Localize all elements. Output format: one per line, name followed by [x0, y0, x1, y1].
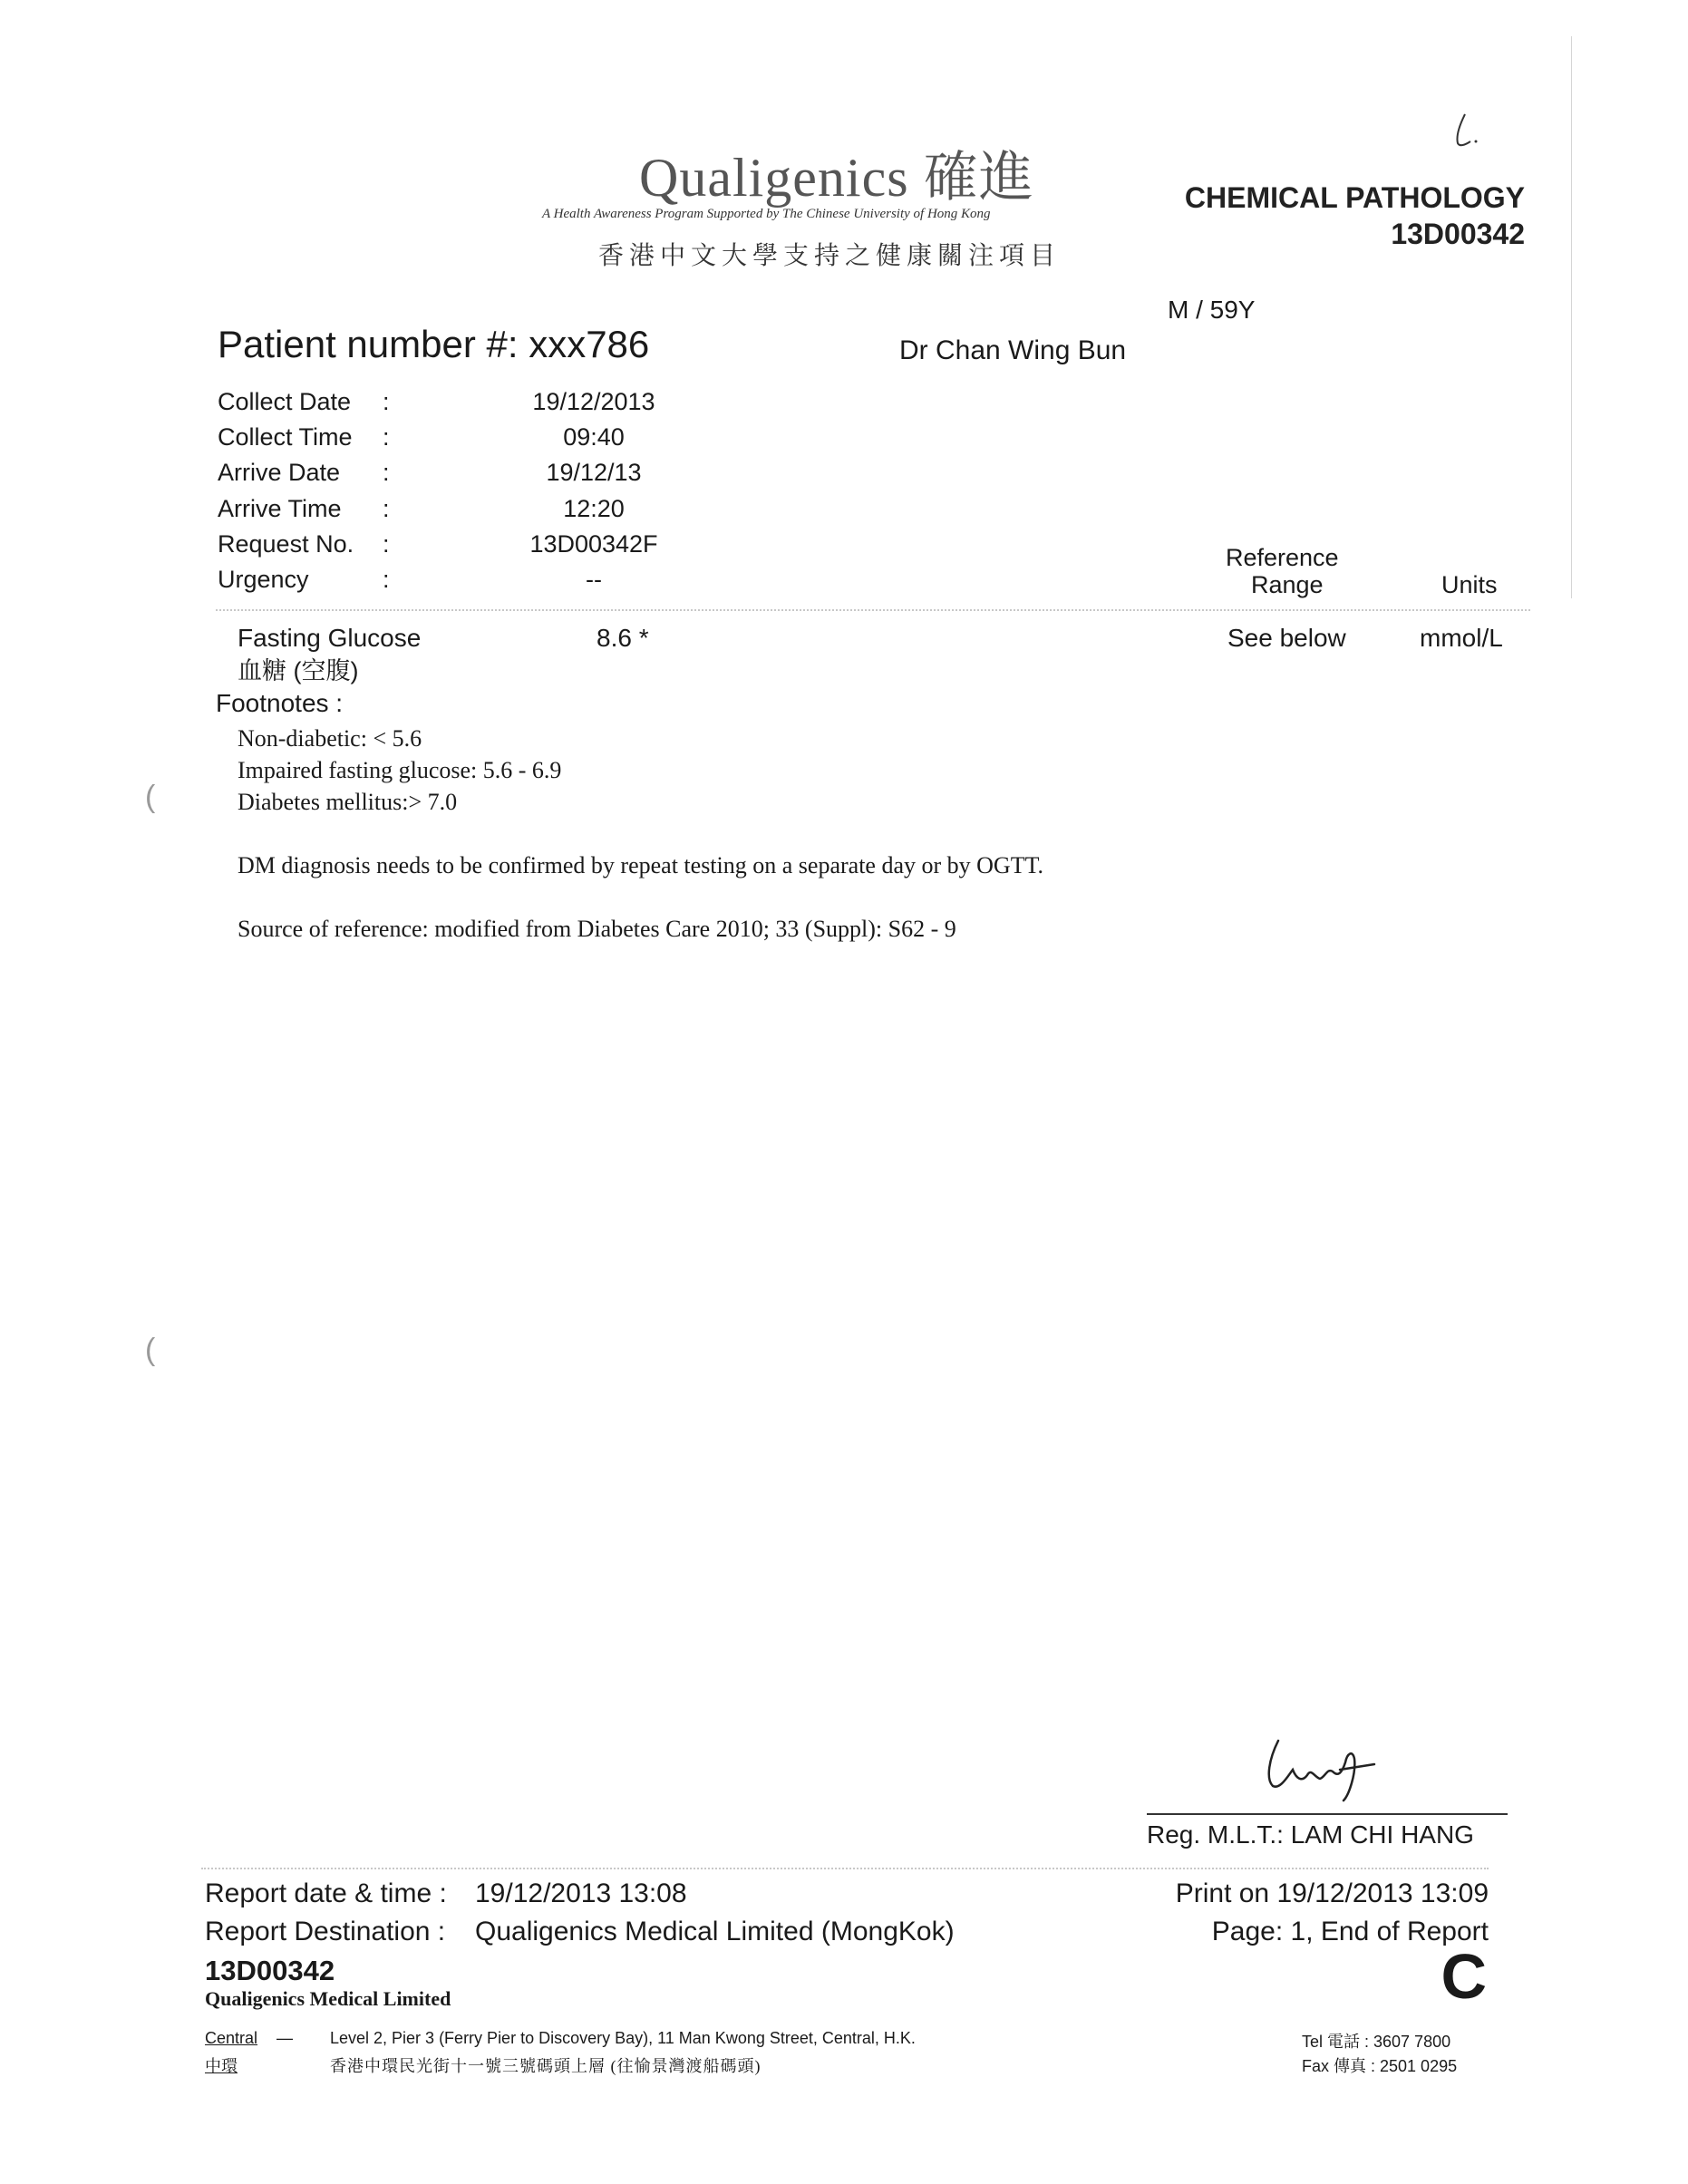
handwritten-mark-icon: [1449, 109, 1485, 154]
info-colon: :: [383, 388, 390, 415]
footer-dash: —: [276, 2029, 293, 2047]
info-value: 19/12/13: [546, 459, 642, 486]
info-label: Arrive Time: [218, 495, 342, 522]
signature-line: [1147, 1813, 1508, 1815]
footer-address: Level 2, Pier 3 (Ferry Pier to Discovery Bay), 11 Man Kwong Street, Central, H.K.: [330, 2029, 916, 2047]
info-value: --: [586, 566, 602, 593]
footnote-line: Diabetes mellitus:> 7.0: [238, 789, 458, 815]
footer-address-chinese: 香港中環民光街十一號三號碼頭上層 (往愉景灣渡船碼頭): [330, 2057, 762, 2075]
footer-code: 13D00342: [205, 1955, 335, 1986]
scan-speck: (: [145, 780, 156, 814]
copy-letter: C: [1441, 1941, 1487, 2012]
info-value: 13D00342F: [529, 530, 658, 558]
footnote-source: Source of reference: modified from Diabetes Care 2010; 33 (Suppl): S62 - 9: [238, 916, 956, 942]
info-value: 19/12/2013: [532, 388, 655, 415]
tagline-chinese: 香港中文大學支持之健康關注項目: [598, 242, 1062, 270]
sex-age: M / 59Y: [1168, 296, 1256, 324]
test-result: 8.6 *: [597, 624, 649, 652]
doctor-name: Dr Chan Wing Bun: [899, 335, 1127, 365]
info-colon: :: [383, 495, 390, 522]
info-label: Collect Date: [218, 388, 352, 415]
test-units: mmol/L: [1420, 624, 1503, 652]
signature-icon: [1260, 1723, 1405, 1804]
test-name: Fasting Glucose: [238, 624, 422, 652]
patient-number: Patient number #: xxx786: [218, 323, 650, 365]
footnote-line: Impaired fasting glucose: 5.6 - 6.9: [238, 757, 562, 783]
dotted-divider: [216, 609, 1530, 611]
column-header-reference: Reference: [1226, 544, 1339, 571]
footer-location: Central: [205, 2029, 258, 2047]
report-date-value: 19/12/2013 13:08: [475, 1878, 687, 1908]
company-logo: Qualigenics 確進: [639, 148, 1034, 208]
test-name-chinese: 血糖 (空腹): [238, 657, 359, 684]
info-value: 09:40: [563, 423, 625, 451]
column-header-units: Units: [1441, 571, 1498, 598]
footnotes-heading: Footnotes :: [216, 689, 344, 717]
info-label: Collect Time: [218, 423, 353, 451]
footer-location-chinese: 中環: [205, 2057, 238, 2075]
report-destination-value: Qualigenics Medical Limited (MongKok): [475, 1917, 955, 1946]
report-destination-label: Report Destination :: [205, 1917, 446, 1946]
info-label: Arrive Date: [218, 459, 341, 486]
test-reference-range: See below: [1227, 624, 1346, 652]
department-title: CHEMICAL PATHOLOGY: [1184, 181, 1525, 214]
info-colon: :: [383, 566, 390, 593]
info-value: 12:20: [563, 495, 625, 522]
scan-speck: (: [145, 1333, 156, 1367]
info-label: Urgency: [218, 566, 309, 593]
info-colon: :: [383, 423, 390, 451]
report-date-label: Report date & time :: [205, 1878, 447, 1908]
footer-company: Qualigenics Medical Limited: [205, 1987, 451, 2010]
footnote-line: Non-diabetic: < 5.6: [238, 725, 422, 752]
department-code: 13D00342: [1391, 218, 1525, 250]
tagline: A Health Awareness Program Supported by The Chinese University of Hong Kong: [542, 207, 991, 221]
footnote-note: DM diagnosis needs to be confirmed by repeat testing on a separate day or by OGTT.: [238, 852, 1044, 878]
scan-edge-line: [1571, 36, 1572, 598]
dotted-divider: [201, 1868, 1489, 1869]
footer-fax: Fax 傳真 : 2501 0295: [1302, 2057, 1458, 2075]
footer-telephone: Tel 電話 : 3607 7800: [1302, 2033, 1451, 2051]
info-colon: :: [383, 459, 390, 486]
page-info: Page: 1, End of Report: [1211, 1917, 1489, 1946]
column-header-range: Range: [1251, 571, 1324, 598]
info-label: Request No.: [218, 530, 354, 558]
print-date: Print on 19/12/2013 13:09: [1175, 1878, 1489, 1908]
lab-technologist: Reg. M.L.T.: LAM CHI HANG: [1147, 1820, 1474, 1849]
info-colon: :: [383, 530, 390, 558]
